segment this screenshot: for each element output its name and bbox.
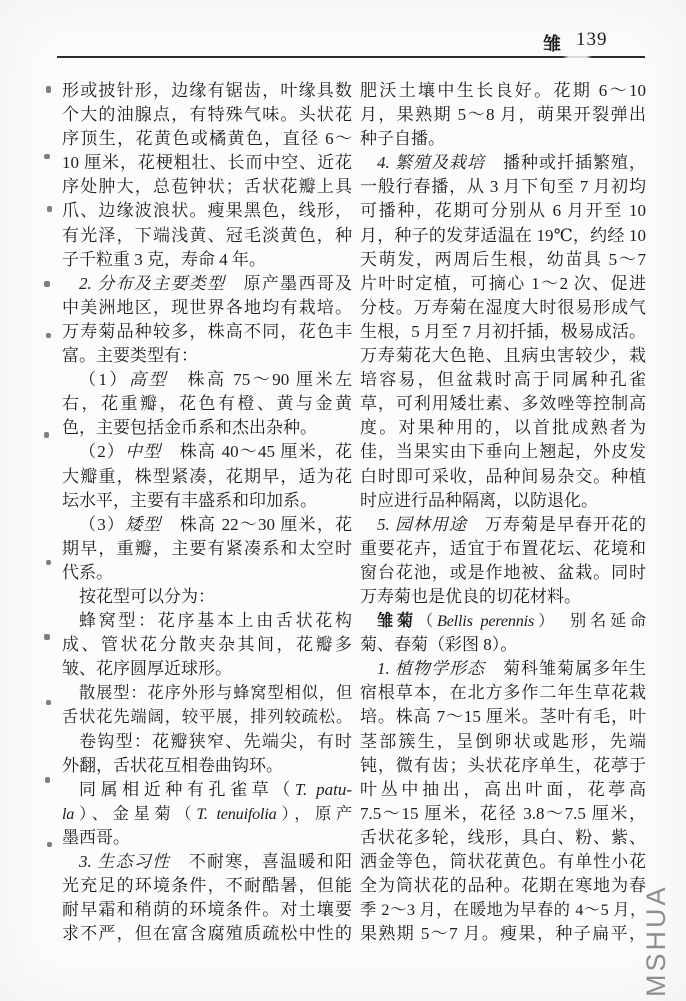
header-rule <box>57 56 645 58</box>
text-segment: 墨西哥。 <box>62 827 130 847</box>
header-index-char: 雏 <box>543 34 561 54</box>
text-line <box>360 657 646 681</box>
text-segment: 雏菊 <box>377 612 417 631</box>
text-line <box>360 440 646 464</box>
text-line <box>62 609 352 633</box>
text-line <box>62 633 352 657</box>
text-segment: ），原产 <box>276 804 352 823</box>
text-segment: 不耐寒，喜温暖和阳 <box>170 852 352 871</box>
text-segment: 草，可利用矮壮素、多效唑等控制高 <box>360 394 646 414</box>
text-segment: 培容易，但盆栽时高于同属种孔雀 <box>360 370 646 390</box>
text-line <box>360 705 646 729</box>
text-segment: 白时即可采收，品种间易杂交。种植 <box>360 466 646 486</box>
text-segment: 时应进行品种隔离，以防退化。 <box>360 490 598 510</box>
text-segment: 万寿菊品种较多，株高不同，花色丰 <box>62 321 352 341</box>
text-line <box>360 272 646 296</box>
text-line <box>62 79 352 103</box>
text-line <box>62 296 352 320</box>
text-line <box>360 802 646 826</box>
text-segment: 一般行春播，从 3 月下旬至 7 月初均 <box>360 177 646 197</box>
text-line <box>62 320 352 344</box>
text-segment: 个大的油腺点，有特殊气味。头状花 <box>62 105 352 125</box>
text-line <box>62 224 352 248</box>
text-line <box>62 368 352 392</box>
text-line <box>360 537 646 561</box>
text-segment: 卷钩型：花瓣狭窄、先端尖，有时 <box>79 731 352 751</box>
text-line <box>360 778 646 802</box>
text-segment: ）、金星菊（ <box>74 804 197 823</box>
text-segment: 株高 75～90 厘米左 <box>168 370 352 390</box>
text-line <box>62 344 352 368</box>
text-line <box>62 898 352 922</box>
text-line <box>360 103 646 127</box>
text-segment: 钝，微有齿；头状花序单生，花葶于 <box>360 755 646 775</box>
text-line <box>360 850 646 874</box>
text-line <box>360 175 646 199</box>
text-segment: 序顶生，花黄色或橘黄色，直径 6～ <box>62 129 352 149</box>
text-segment: Bellis perennis <box>437 612 535 631</box>
text-line <box>360 392 646 416</box>
text-segment: 万寿菊是早春开花的 <box>467 514 646 534</box>
text-line <box>62 416 352 440</box>
text-segment: 富。主要类型有： <box>62 346 198 366</box>
text-segment: 叶丛中抽出，高出叶面，花葶高 <box>360 779 646 799</box>
text-line <box>62 754 352 778</box>
text-line <box>360 224 646 248</box>
text-line <box>62 681 352 705</box>
text-segment: 原产墨西哥及 <box>225 273 352 293</box>
text-segment: 重要花卉，适宜于布置花坛、花境和 <box>360 538 646 558</box>
text-column-right <box>360 79 646 946</box>
text-line <box>360 826 646 850</box>
text-segment: 播种或扦插繁殖， <box>485 153 646 173</box>
text-line <box>62 585 352 609</box>
text-line <box>62 705 352 729</box>
text-line <box>360 754 646 778</box>
text-segment: （1） <box>79 370 129 390</box>
text-line <box>62 802 352 826</box>
text-line <box>62 151 352 175</box>
text-segment: 舌状花先端阔，较平展，排列较疏松。 <box>62 708 352 727</box>
text-line <box>62 537 352 561</box>
scan-speck <box>44 432 49 438</box>
text-segment: 坛水平，主要有丰盛系和印加系。 <box>62 490 317 510</box>
text-segment: 万寿菊也是优良的切花材料。 <box>360 586 581 606</box>
text-segment: 片叶时定植，可摘心 1～2 次、促进 <box>360 273 646 293</box>
text-line <box>62 826 352 850</box>
text-segment: 光充足的环境条件，不耐酷暑，但能 <box>62 876 352 896</box>
text-segment: （ <box>417 612 437 631</box>
scan-speck <box>44 634 50 640</box>
scan-speck <box>46 560 51 565</box>
text-line <box>360 609 646 633</box>
text-segment: 生根，5 月至 7 月初扦插，极易成活。 <box>360 321 646 341</box>
text-line <box>360 898 646 922</box>
text-line <box>360 633 646 657</box>
text-line <box>62 465 352 489</box>
text-segment: 子千粒重 3 克，寿命 4 年。 <box>62 249 266 269</box>
text-segment: 色，主要包括金币系和杰出杂种。 <box>62 418 317 438</box>
scan-speck <box>46 86 51 93</box>
scan-speck <box>45 777 50 783</box>
text-segment: 期早，重瓣，主要有紧凑系和太空时 <box>62 538 352 558</box>
text-segment: 宿根草本，在北方多作二年生草花栽 <box>360 683 646 703</box>
text-segment: 万寿菊花大色艳、且病虫害较少，栽 <box>360 346 646 366</box>
text-line <box>62 103 352 127</box>
text-segment: 株高 22～30 厘米，花 <box>161 514 352 534</box>
text-line <box>360 344 646 368</box>
text-line <box>62 272 352 296</box>
scan-speck <box>44 281 50 287</box>
text-line <box>360 561 646 585</box>
text-line <box>360 489 646 513</box>
text-line <box>360 465 646 489</box>
text-segment: 蜂窝型：花序基本上由舌状花构 <box>79 611 352 631</box>
text-segment: 中美洲地区，现世界各地均有栽培。 <box>62 297 352 317</box>
text-line <box>360 585 646 609</box>
text-line <box>360 681 646 705</box>
text-segment: 分枝。万寿菊在湿度大时很易形成气 <box>360 297 646 317</box>
text-segment: 3. 生态习性 <box>79 852 171 871</box>
text-segment: （2） <box>79 442 126 462</box>
text-segment: 皱、花序圆厚近球形。 <box>62 659 232 679</box>
text-line <box>62 657 352 681</box>
scan-speck <box>46 333 51 338</box>
text-line <box>62 778 352 802</box>
text-segment: T. tenuifolia <box>196 804 277 823</box>
text-segment: 天萌发，两周后生根，幼苗具 5～7 <box>360 249 646 269</box>
text-segment: 月，果熟期 5～8 月，萌果开裂弹出 <box>360 105 646 125</box>
text-segment: 种子自播。 <box>360 129 445 149</box>
text-segment: 佳，当果实由下垂向上翘起，外皮发 <box>360 442 646 462</box>
text-line <box>360 874 646 898</box>
text-segment: 散展型：花序外形与蜂窝型相似，但 <box>79 684 352 703</box>
text-segment: 有光泽，下端浅黄、冠毛淡黄色，种 <box>62 225 352 245</box>
text-segment: 耐早霜和稍荫的环境条件。对土壤要 <box>62 900 352 920</box>
scan-speck <box>46 700 51 705</box>
text-line <box>360 320 646 344</box>
text-segment: 肥沃土壤中生长良好。花期 6～10 <box>360 81 646 100</box>
text-line <box>360 296 646 320</box>
text-line <box>62 127 352 151</box>
text-segment: 季 2～3 月，在暖地为早春的 4～5 月， <box>360 901 646 920</box>
text-segment: 菊科雏菊属多年生 <box>485 659 646 679</box>
text-segment: 同属相近种有孔雀草（ <box>79 779 295 799</box>
scan-speck <box>47 206 52 212</box>
text-line <box>62 175 352 199</box>
text-segment: 代系。 <box>62 562 113 582</box>
text-line <box>360 368 646 392</box>
text-segment: 爪、边缘波浪状。瘦果黑色，线形， <box>62 201 352 221</box>
scan-speck <box>47 842 52 847</box>
text-line <box>360 416 646 440</box>
text-line <box>360 730 646 754</box>
text-segment: 矮型 <box>125 514 162 534</box>
text-segment: 10 厘米，花梗粗壮、长而中空、近花 <box>62 153 352 173</box>
header-page-number: 139 <box>576 29 608 50</box>
text-segment: 成、管状花分散夹杂其间，花瓣多 <box>62 635 352 655</box>
text-line <box>360 199 646 223</box>
watermark: MSHUA <box>641 884 671 997</box>
scan-speck <box>44 154 50 159</box>
text-segment: 大瓣重，株型紧凑，花期早，适为花 <box>62 466 352 486</box>
text-line <box>360 248 646 272</box>
text-segment: 序处肿大，总苞钟状；舌状花瓣上具 <box>62 177 352 197</box>
text-segment: 形或披针形，边缘有锯齿，叶缘具数 <box>62 81 352 100</box>
text-line <box>62 850 352 874</box>
text-segment: 度。对果种用的，以首批成熟者为 <box>360 418 646 438</box>
text-segment: ） 别名延命 <box>534 612 646 631</box>
text-line <box>360 513 646 537</box>
text-segment: 窗台花池，或是作地被、盆栽。同时 <box>360 562 646 582</box>
text-line <box>360 79 646 103</box>
text-segment: 株高 40～45 厘米，花 <box>161 442 352 462</box>
text-line <box>62 730 352 754</box>
text-segment: 果熟期 5～7 月。瘦果，种子扁平， <box>360 924 646 944</box>
text-segment: 右，花重瓣，花色有橙、黄与金黄 <box>62 394 352 414</box>
text-line <box>62 922 352 946</box>
text-segment: 高型 <box>129 370 168 390</box>
text-line <box>360 127 646 151</box>
text-segment: 菊、春菊（彩图 8）。 <box>360 635 518 655</box>
text-segment: 茎部簇生，呈倒卵状或匙形，先端 <box>360 731 646 751</box>
text-line <box>62 489 352 513</box>
text-line <box>62 392 352 416</box>
text-segment: T. patu- <box>294 779 352 799</box>
text-segment: 培。株高 7～15 厘米。茎叶有毛，叶 <box>360 707 646 727</box>
text-line <box>62 440 352 464</box>
text-segment: 外翻，舌状花互相卷曲钩环。 <box>62 755 283 775</box>
text-segment: 4. 繁殖及栽培 <box>377 153 485 173</box>
text-line <box>62 874 352 898</box>
text-segment: （3） <box>79 514 126 534</box>
text-line <box>62 248 352 272</box>
text-segment: 洒金等色，筒状花黄色。有单性小花 <box>360 852 646 871</box>
text-segment: 求不严，但在富含腐殖质疏松中性的 <box>62 924 352 944</box>
text-segment: 1. 植物学形态 <box>377 659 485 679</box>
text-segment: 2. 分布及主要类型 <box>79 273 226 293</box>
text-line <box>360 151 646 175</box>
text-segment: 5. 园林用途 <box>377 514 467 534</box>
text-segment: 全为筒状花的品种。花期在寒地为春 <box>360 876 646 896</box>
text-segment: 7.5～15 厘米，花径 3.8～7.5 厘米， <box>360 803 646 823</box>
text-column-left <box>62 79 352 946</box>
text-segment: 月，种子的发芽适温在 19℃，约经 10 <box>360 225 646 245</box>
text-segment: 中型 <box>125 442 162 462</box>
text-segment: 舌状花多轮，线形，具白、粉、紫、 <box>360 827 646 847</box>
text-segment: 可播种，花期可分别从 6 月开至 10 <box>360 201 646 221</box>
text-line <box>62 561 352 585</box>
text-line <box>360 922 646 946</box>
text-segment: 按花型可以分为： <box>79 586 215 606</box>
text-segment: la <box>62 804 75 823</box>
text-line <box>62 199 352 223</box>
text-line <box>62 513 352 537</box>
